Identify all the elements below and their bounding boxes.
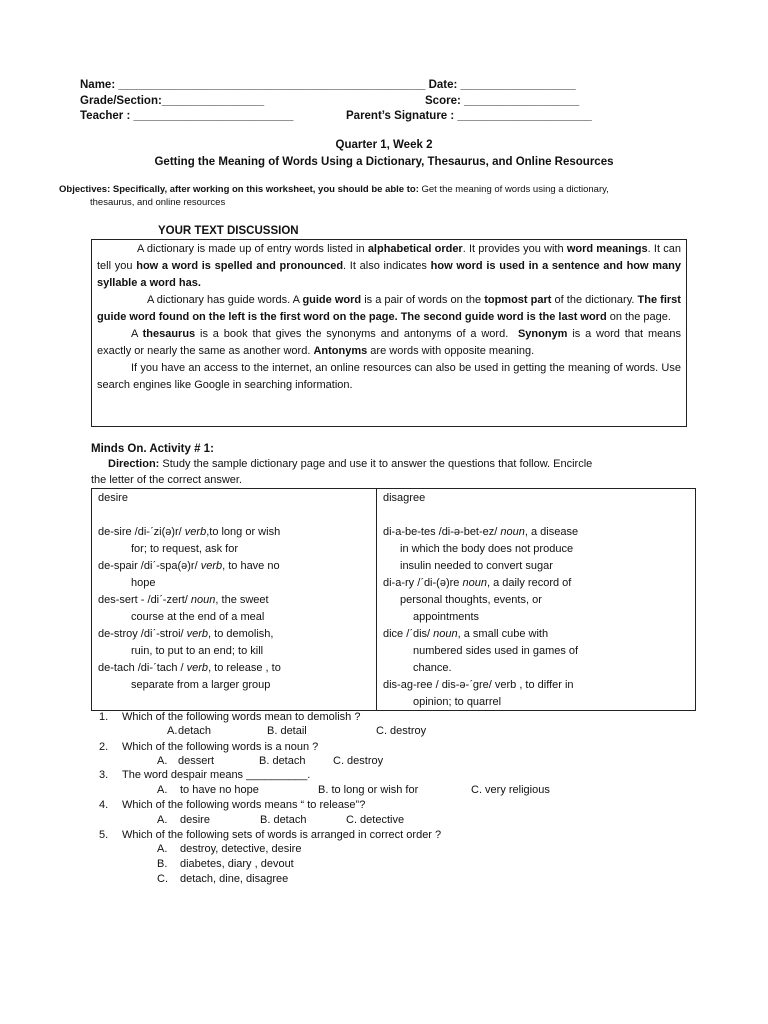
entry-despair: de-spair /diˊ-spa(ə)r/ verb, to have no	[98, 560, 280, 572]
direction-text: Study the sample dictionary page and use it to answer the questions that follow. Encircle	[162, 458, 593, 470]
guide-word-left: desire	[98, 492, 128, 504]
teacher-label: Teacher :	[80, 110, 131, 122]
q5-option-c[interactable]: detach, dine, disagree	[180, 873, 289, 885]
entry-detach: de-tach /di-ˊtach / verb, to release , to	[98, 662, 281, 674]
direction-line-1	[108, 458, 592, 470]
q2-option-a-letter[interactable]: A.	[157, 755, 168, 767]
q4-option-a[interactable]: desire	[180, 814, 210, 826]
entry-desire: de-sire /di-ˊzi(ə)r/ verb,to long or wish	[98, 526, 281, 538]
q1-option-a-letter[interactable]: A.	[167, 725, 178, 737]
quarter-title: Quarter 1, Week 2	[335, 139, 433, 151]
teacher-row	[80, 110, 293, 122]
entry-dice-cont: numbered sides used in games of	[413, 645, 579, 657]
entry-desire-cont: for; to request, ask for	[131, 543, 238, 555]
q5-option-a-letter[interactable]: A.	[157, 843, 168, 855]
grade-label: Grade/Section:	[80, 95, 162, 107]
entry-destroy: de-stroy /diˊ-stroi/ verb, to demolish,	[98, 628, 274, 640]
direction-line-2: the letter of the correct answer.	[91, 474, 243, 486]
dictionary-left-column	[98, 490, 370, 694]
guide-word-right: disagree	[383, 492, 426, 504]
question-2-text: Which of the following words is a noun ?	[122, 741, 319, 753]
entry-dessert: des-sert - /diˊ-zert/ noun, the sweet	[98, 594, 269, 606]
score-row	[425, 95, 579, 107]
q4-option-a-letter[interactable]: A.	[157, 814, 168, 826]
objectives	[59, 184, 609, 195]
q2-option-c[interactable]: C. destroy	[333, 755, 384, 767]
question-1-text: Which of the following words mean to demolish ?	[122, 711, 361, 723]
objectives-lead: : Specifically, after working on this worksheet, you should be able to:	[107, 184, 419, 195]
score-label: Score:	[425, 95, 461, 107]
entry-detach-cont: separate from a larger group	[131, 679, 271, 691]
entry-despair-cont: hope	[131, 577, 156, 589]
q1-option-c[interactable]: C. destroy	[376, 725, 427, 737]
discussion-paragraph-3: A thesaurus is a book that gives the synonyms and antonyms of a word. Synonym is a word that means exactly or nearly the same as another word. Antonyms are words with opposite meaning.	[97, 328, 681, 357]
objectives-label: Objectives	[59, 184, 108, 195]
entry-diabetes-cont: in which the body does not produce	[400, 543, 574, 555]
question-2: 2.	[99, 741, 109, 753]
q3-option-b[interactable]: B. to long or wish for	[318, 784, 419, 796]
score-field[interactable]: __________________	[464, 95, 580, 107]
grade-field[interactable]: ________________	[161, 95, 265, 107]
direction-label: Direction:	[108, 458, 160, 470]
q2-option-a[interactable]: dessert	[178, 755, 215, 767]
q4-option-b[interactable]: B. detach	[260, 814, 307, 826]
question-4-text: Which of the following words means “ to release”?	[122, 799, 366, 811]
question-5-text: Which of the following sets of words is arranged in correct order ?	[122, 829, 442, 841]
date-field[interactable]: __________________	[460, 79, 576, 91]
q5-option-b-letter[interactable]: B.	[157, 858, 168, 870]
activity-heading: Minds On. Activity # 1:	[91, 443, 214, 455]
question-3-text: The word despair means __________.	[122, 769, 311, 781]
q2-option-b[interactable]: B. detach	[259, 755, 306, 767]
question-5: 5.	[99, 829, 109, 841]
entry-disagree: dis-ag-ree / dis-ə-ˊgre/ verb , to differ in	[383, 679, 574, 691]
teacher-field[interactable]: _________________________	[133, 110, 294, 122]
q5-option-b[interactable]: diabetes, diary , devout	[180, 858, 294, 870]
parent-signature-field[interactable]: _____________________	[457, 110, 592, 122]
name-label: Name:	[80, 79, 116, 91]
lesson-title: Getting the Meaning of Words Using a Dictionary, Thesaurus, and Online Resources	[154, 156, 614, 168]
date-label: Date:	[428, 79, 458, 91]
entry-dice: dice /ˊdis/ noun, a small cube with	[383, 628, 549, 640]
entry-diabetes-cont: insulin needed to convert sugar	[400, 560, 553, 572]
dictionary-divider	[376, 488, 377, 710]
entry-dessert-cont: course at the end of a meal	[131, 611, 265, 623]
q5-option-a[interactable]: destroy, detective, desire	[180, 843, 302, 855]
entry-disagree-cont: opinion; to quarrel	[413, 696, 502, 708]
q4-option-c[interactable]: C. detective	[346, 814, 405, 826]
entry-dice-cont: chance.	[413, 662, 452, 674]
entry-diary-cont: appointments	[413, 611, 480, 623]
name-field[interactable]: ________________________________________________	[118, 79, 426, 91]
entry-diary-cont: personal thoughts, events, or	[400, 594, 542, 606]
objectives-text: Get the meaning of words using a dictionary,	[421, 184, 609, 195]
q1-option-b[interactable]: B. detail	[267, 725, 307, 737]
parent-row	[346, 110, 592, 122]
q1-option-a[interactable]: detach	[178, 725, 212, 737]
dictionary-right-column	[383, 490, 691, 711]
discussion-paragraph-1: A dictionary is made up of entry words listed in alphabetical order. It provides you with word meanings. It can tell you how a word is spelled and pronounced. It also indicates how word is used in a sentence and how many syllable a word has.	[97, 243, 682, 289]
question-3: 3.	[99, 769, 109, 781]
q3-option-a-letter[interactable]: A.	[157, 784, 168, 796]
name-row	[80, 79, 576, 91]
question-1: 1.	[99, 711, 109, 723]
objectives-text-cont: thesaurus, and online resources	[90, 197, 226, 208]
entry-diabetes: di-a-be-tes /di-ə-bet-ez/ noun, a disease	[383, 526, 579, 538]
q3-option-a[interactable]: to have no hope	[180, 784, 259, 796]
discussion-paragraph-4: If you have an access to the internet, an online resources can also be used in getting the meaning of words. Use search engines like Google in searching information.	[97, 362, 681, 391]
discussion-paragraph-2: A dictionary has guide words. A guide word is a pair of words on the topmost part of the dictionary. The first guide word found on the left is the first word on the page. The second guide word is the last word on the page.	[97, 294, 681, 323]
q5-option-c-letter[interactable]: C.	[157, 873, 168, 885]
question-4: 4.	[99, 799, 109, 811]
discussion-heading: YOUR TEXT DISCUSSION	[158, 225, 299, 237]
q3-option-c[interactable]: C. very religious	[471, 784, 550, 796]
grade-row	[80, 95, 264, 107]
discussion-text	[97, 241, 681, 394]
entry-diary: di-a-ry /ˊdi-(ə)re noun, a daily record of	[383, 577, 572, 589]
parent-signature-label: Parent’s Signature :	[346, 110, 455, 122]
entry-destroy-cont: ruin, to put to an end; to kill	[131, 645, 264, 657]
